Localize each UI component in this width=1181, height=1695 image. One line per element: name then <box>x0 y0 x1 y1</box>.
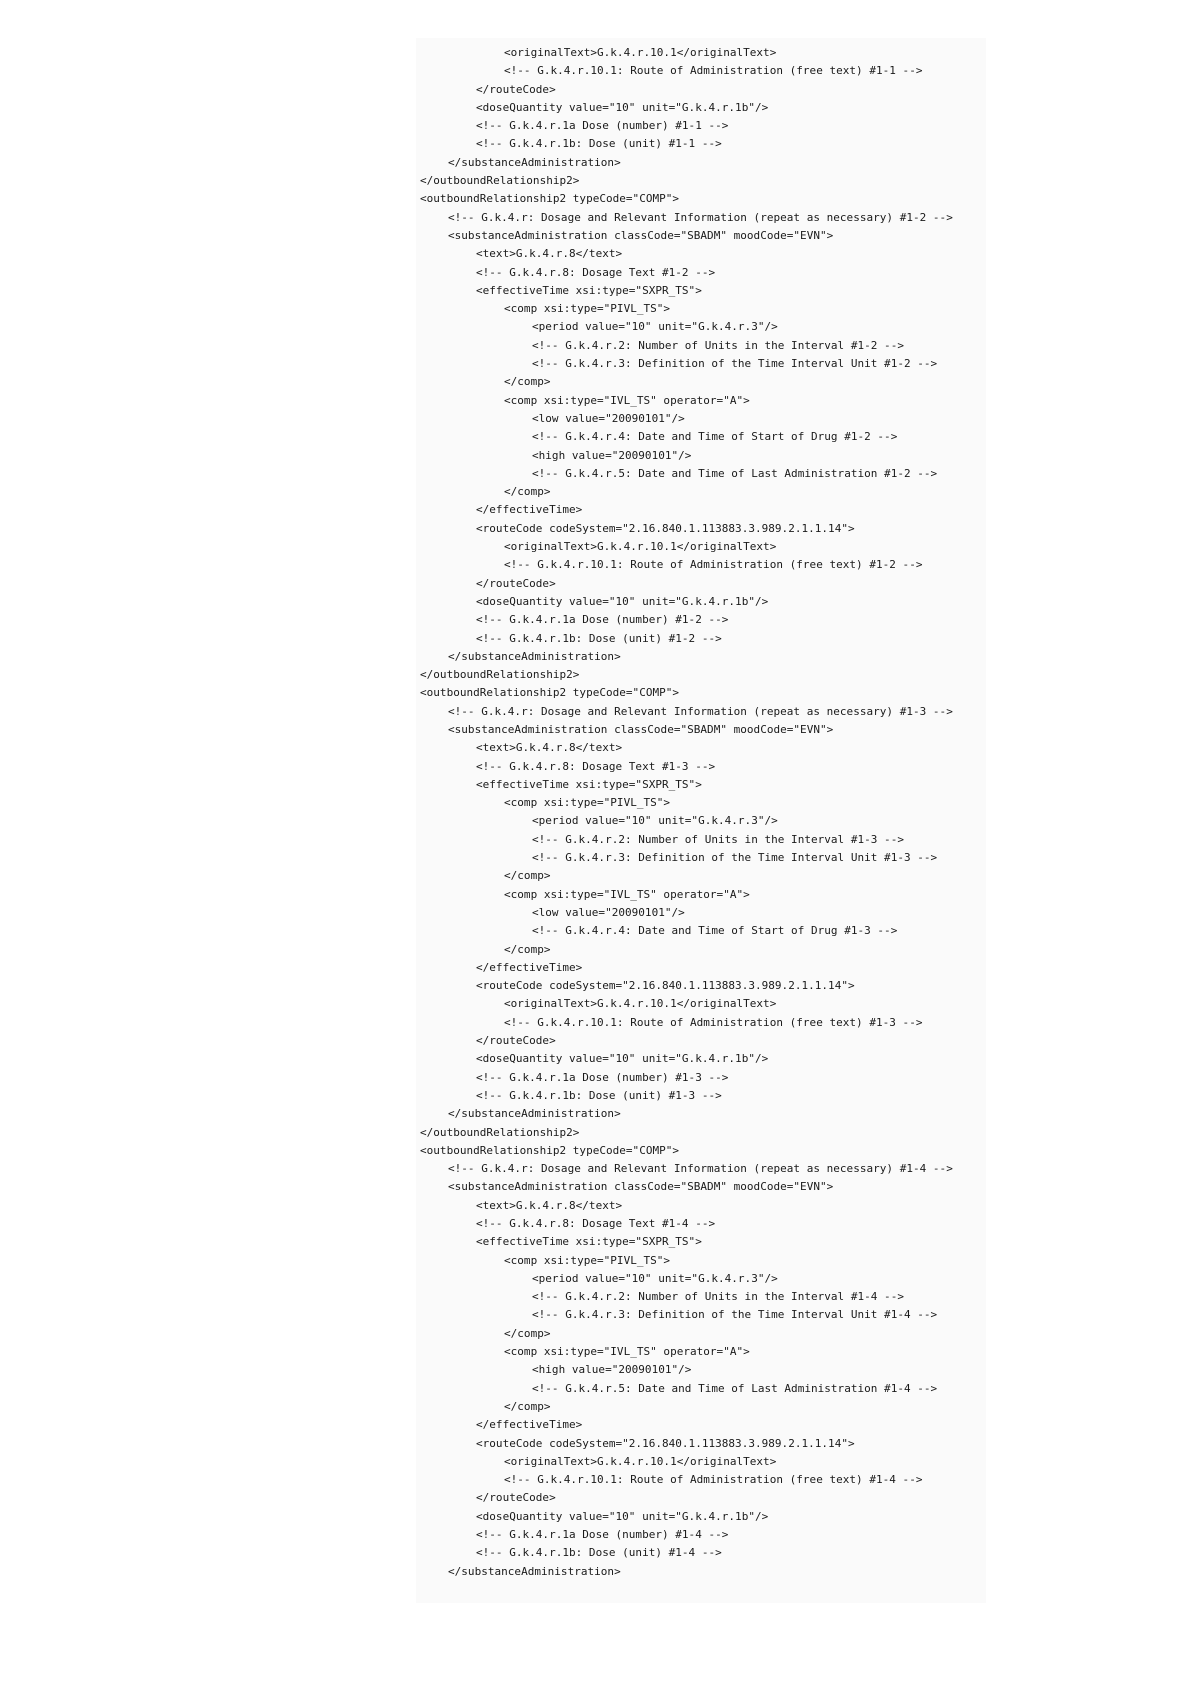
code-line: <comp xsi:type="IVL_TS" operator="A"> <box>504 393 750 407</box>
code-line: <comp xsi:type="PIVL_TS"> <box>504 1253 671 1267</box>
code-line: <doseQuantity value="10" unit="G.k.4.r.1b"/> <box>476 1509 769 1523</box>
code-line: </substanceAdministration> <box>448 649 621 663</box>
code-line: </comp> <box>504 375 551 389</box>
code-line: <text>G.k.4.r.8</text> <box>476 247 623 261</box>
code-line: <!-- G.k.4.r: Dosage and Relevant Information (repeat as necessary) #1-2 --> <box>448 210 953 224</box>
code-line: </substanceAdministration> <box>448 1564 621 1578</box>
code-line: <!-- G.k.4.r.1b: Dose (unit) #1-1 --> <box>476 137 722 151</box>
code-line: <!-- G.k.4.r.8: Dosage Text #1-3 --> <box>476 759 716 773</box>
code-line: <originalText>G.k.4.r.10.1</originalText> <box>504 997 777 1011</box>
code-line: </outboundRelationship2> <box>420 174 580 188</box>
xml-code-listing <box>0 44 953 1581</box>
code-line: <!-- G.k.4.r.8: Dosage Text #1-2 --> <box>476 265 716 279</box>
code-line: <outboundRelationship2 typeCode="COMP"> <box>420 192 680 206</box>
code-line: <high value="20090101"/> <box>532 448 692 462</box>
code-line: <!-- G.k.4.r.4: Date and Time of Start of Drug #1-2 --> <box>532 430 898 444</box>
code-line: <substanceAdministration classCode="SBADM" moodCode="EVN"> <box>448 228 834 242</box>
code-line: <!-- G.k.4.r.5: Date and Time of Last Administration #1-2 --> <box>532 466 938 480</box>
code-line: <period value="10" unit="G.k.4.r.3"/> <box>532 320 778 334</box>
code-line: <!-- G.k.4.r.10.1: Route of Administration (free text) #1-1 --> <box>504 64 923 78</box>
code-line: <effectiveTime xsi:type="SXPR_TS"> <box>476 283 702 297</box>
code-line: <!-- G.k.4.r.4: Date and Time of Start of Drug #1-3 --> <box>532 924 898 938</box>
code-line: <originalText>G.k.4.r.10.1</originalText> <box>504 540 777 554</box>
code-line: </effectiveTime> <box>476 960 583 974</box>
code-line: <outboundRelationship2 typeCode="COMP"> <box>420 1143 680 1157</box>
code-line: <outboundRelationship2 typeCode="COMP"> <box>420 686 680 700</box>
code-line: <!-- G.k.4.r.8: Dosage Text #1-4 --> <box>476 1217 716 1230</box>
code-line: <!-- G.k.4.r.1a Dose (number) #1-4 --> <box>476 1528 729 1542</box>
code-line: <!-- G.k.4.r.1b: Dose (unit) #1-4 --> <box>476 1546 722 1560</box>
code-line: </comp> <box>504 942 551 956</box>
code-line: <!-- G.k.4.r.1a Dose (number) #1-1 --> <box>476 119 729 133</box>
code-line: <!-- G.k.4.r.2: Number of Units in the Interval #1-2 --> <box>532 338 904 352</box>
code-line: <high value="20090101"/> <box>532 1363 692 1377</box>
code-line: <comp xsi:type="PIVL_TS"> <box>504 796 671 810</box>
code-line: <doseQuantity value="10" unit="G.k.4.r.1b"/> <box>476 594 769 608</box>
code-line: <!-- G.k.4.r: Dosage and Relevant Information (repeat as necessary) #1-4 --> <box>448 1162 953 1176</box>
code-line: <!-- G.k.4.r.10.1: Route of Administration (free text) #1-2 --> <box>504 558 923 572</box>
code-line: <originalText>G.k.4.r.10.1</originalText> <box>504 46 777 59</box>
code-line: <comp xsi:type="IVL_TS" operator="A"> <box>504 1345 750 1359</box>
code-line: </comp> <box>504 1326 551 1340</box>
code-line: <routeCode codeSystem="2.16.840.1.113883.3.989.2.1.1.14"> <box>476 979 855 993</box>
code-line: </substanceAdministration> <box>448 155 621 169</box>
code-line: <low value="20090101"/> <box>532 905 685 919</box>
code-line: <!-- G.k.4.r: Dosage and Relevant Information (repeat as necessary) #1-3 --> <box>448 704 953 718</box>
code-line: </effectiveTime> <box>476 503 583 517</box>
code-line: <text>G.k.4.r.8</text> <box>476 1198 623 1212</box>
code-line: <period value="10" unit="G.k.4.r.3"/> <box>532 814 778 828</box>
code-line: </routeCode> <box>476 82 556 96</box>
code-line: <originalText>G.k.4.r.10.1</originalText> <box>504 1454 777 1468</box>
code-line: <!-- G.k.4.r.10.1: Route of Administration (free text) #1-3 --> <box>504 1015 923 1029</box>
code-line: </outboundRelationship2> <box>420 668 580 682</box>
code-line: <!-- G.k.4.r.3: Definition of the Time Interval Unit #1-2 --> <box>532 357 938 371</box>
code-line: <!-- G.k.4.r.1a Dose (number) #1-2 --> <box>476 613 729 627</box>
code-line: <doseQuantity value="10" unit="G.k.4.r.1b"/> <box>476 100 769 114</box>
code-line: <routeCode codeSystem="2.16.840.1.113883.3.989.2.1.1.14"> <box>476 521 855 535</box>
code-line: </comp> <box>504 485 551 499</box>
code-line: </routeCode> <box>476 1034 556 1048</box>
code-line: <!-- G.k.4.r.10.1: Route of Administration (free text) #1-4 --> <box>504 1473 923 1487</box>
code-line: </routeCode> <box>476 1491 556 1505</box>
code-line: <!-- G.k.4.r.1b: Dose (unit) #1-3 --> <box>476 1088 722 1102</box>
code-line: <!-- G.k.4.r.1a Dose (number) #1-3 --> <box>476 1070 729 1084</box>
code-line: </comp> <box>504 869 551 883</box>
code-line: </outboundRelationship2> <box>420 1125 580 1139</box>
code-line: <period value="10" unit="G.k.4.r.3"/> <box>532 1271 778 1285</box>
code-line: <text>G.k.4.r.8</text> <box>476 741 623 755</box>
code-line: </comp> <box>504 1399 551 1413</box>
code-line: <!-- G.k.4.r.3: Definition of the Time Interval Unit #1-4 --> <box>532 1308 938 1322</box>
code-line: <!-- G.k.4.r.5: Date and Time of Last Administration #1-4 --> <box>532 1381 938 1395</box>
code-line: <substanceAdministration classCode="SBADM" moodCode="EVN"> <box>448 1180 834 1194</box>
code-line: <!-- G.k.4.r.2: Number of Units in the Interval #1-4 --> <box>532 1290 904 1304</box>
code-line: <substanceAdministration classCode="SBADM" moodCode="EVN"> <box>448 722 834 736</box>
code-line: <low value="20090101"/> <box>532 411 685 425</box>
code-line: <!-- G.k.4.r.2: Number of Units in the Interval #1-3 --> <box>532 832 904 846</box>
code-line: <!-- G.k.4.r.1b: Dose (unit) #1-2 --> <box>476 631 722 645</box>
code-line: </routeCode> <box>476 576 556 590</box>
code-line: <comp xsi:type="PIVL_TS"> <box>504 302 671 316</box>
code-line: </effectiveTime> <box>476 1418 583 1432</box>
code-line: <effectiveTime xsi:type="SXPR_TS"> <box>476 777 702 791</box>
code-line: <!-- G.k.4.r.3: Definition of the Time Interval Unit #1-3 --> <box>532 851 938 865</box>
code-line: <routeCode codeSystem="2.16.840.1.113883.3.989.2.1.1.14"> <box>476 1436 855 1450</box>
code-line: <doseQuantity value="10" unit="G.k.4.r.1b"/> <box>476 1052 769 1066</box>
code-line: <comp xsi:type="IVL_TS" operator="A"> <box>504 887 750 901</box>
code-line: </substanceAdministration> <box>448 1107 621 1121</box>
code-line: <effectiveTime xsi:type="SXPR_TS"> <box>476 1235 702 1249</box>
